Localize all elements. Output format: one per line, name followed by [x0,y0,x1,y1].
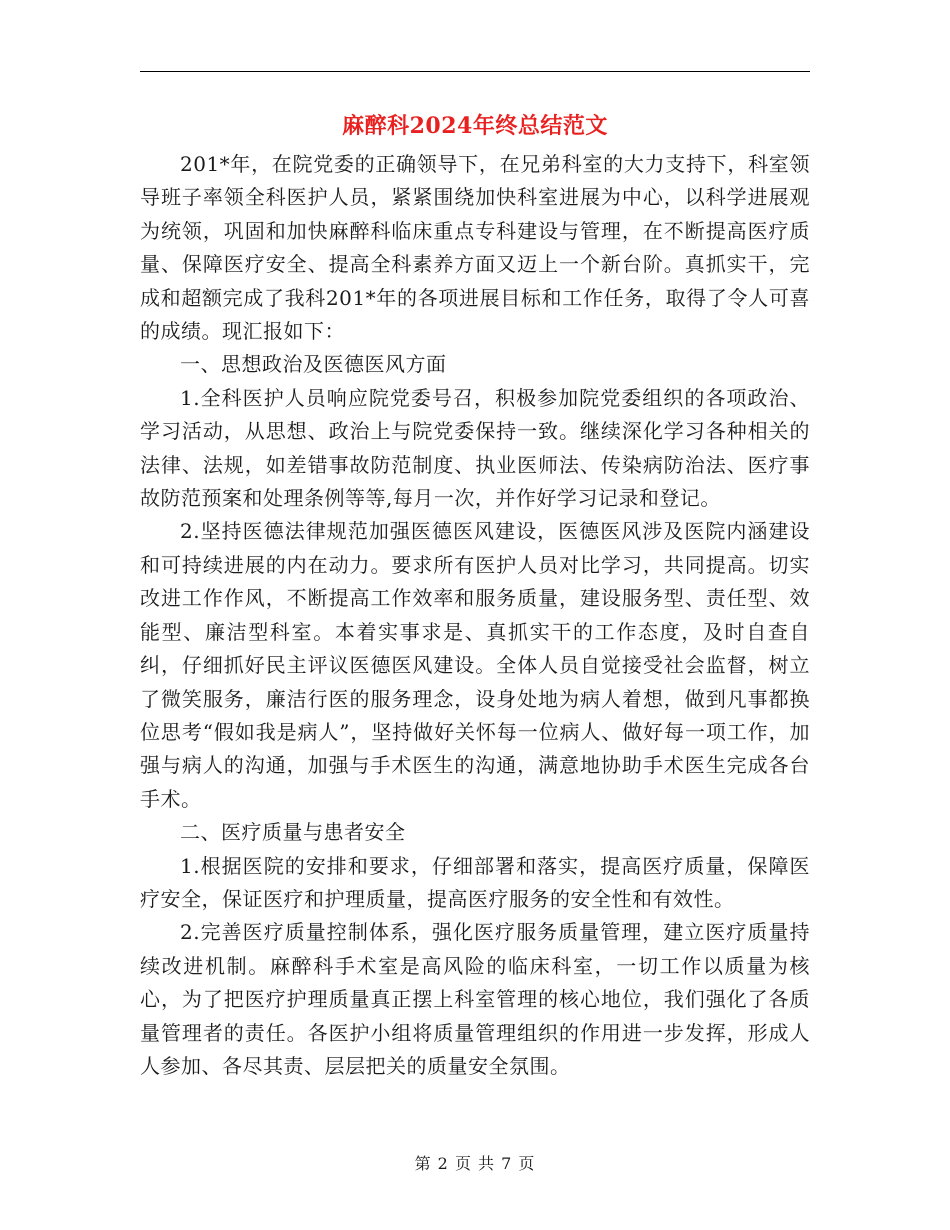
paragraph-1-1: 1.全科医护人员响应院党委号召，积极参加院党委组织的各项政治、学习活动，从思想、政治上与院党委保持一致。继续深化学习各种相关的法律、法规，如差错事故防范制度、执业医师法、传染病防治法、医疗事故防范预案和处理条例等等,每月一次，并作好学习记录和登记。 [140,385,810,511]
footer-suffix: 页 [518,1154,536,1173]
section-heading-1: 一、思想政治及医德医风方面 [180,352,447,377]
paragraph-intro: 201*年，在院党委的正确领导下，在兄弟科室的大力支持下，科室领导班子率领全科医护人员，紧紧围绕加快科室进展为中心，以科学进展观为统领，巩固和加快麻醉科临床重点专科建设与管理，在不断提高医疗质量、保障医疗安全、提高全科素养方面又迈上一个新台阶。真抓实干，完成和超额完成了我科201*年的各项进展目标和工作任务，取得了令人可喜的成绩。现汇报如下： [140,152,810,344]
document-body [140,104,810,1083]
header-rule [140,71,810,72]
footer-page-number: 2 [437,1154,449,1173]
paragraph-1-2: 2.坚持医德法律规范加强医德医风建设，医德医风涉及医院内涵建设和可持续进展的内在动力。要求所有医护人员对比学习，共同提高。切实改进工作作风，不断提高工作效率和服务质量，建设服务型、责任型、效能型、廉洁型科室。本着实事求是、真抓实干的工作态度，及时自查自纠，仔细抓好民主评议医德医风建设。全体人员自觉接受社会监督，树立了微笑服务，廉洁行医的服务理念，设身处地为病人着想，做到凡事都换位思考“假如我是病人”，坚持做好关怀每一位病人、做好每一项工作，加强与病人的沟通，加强与手术医生的沟通，满意地协助手术医生完成各台手术。 [140,519,810,811]
footer-prefix: 第 [414,1154,432,1173]
paragraph-2-1: 1.根据医院的安排和要求，仔细部署和落实，提高医疗质量，保障医疗安全，保证医疗和护理质量，提高医疗服务的安全性和有效性。 [140,853,810,911]
footer-total-pages: 7 [501,1154,513,1173]
paragraph-2-2: 2.完善医疗质量控制体系，强化医疗服务质量管理，建立医疗质量持续改进机制。麻醉科手术室是高风险的临床科室，一切工作以质量为核心，为了把医疗护理质量真正摆上科室管理的核心地位，我们强化了各质量管理者的责任。各医护小组将质量管理组织的作用进一步发挥，形成人人参加、各尽其责、层层把关的质量安全氛围。 [140,920,810,1078]
section-heading-2: 二、医疗质量与患者安全 [180,820,406,845]
page-footer [0,1152,950,1176]
document-title: 麻醉科2024年终总结范文 [342,113,608,139]
footer-middle: 页 共 [454,1154,496,1173]
